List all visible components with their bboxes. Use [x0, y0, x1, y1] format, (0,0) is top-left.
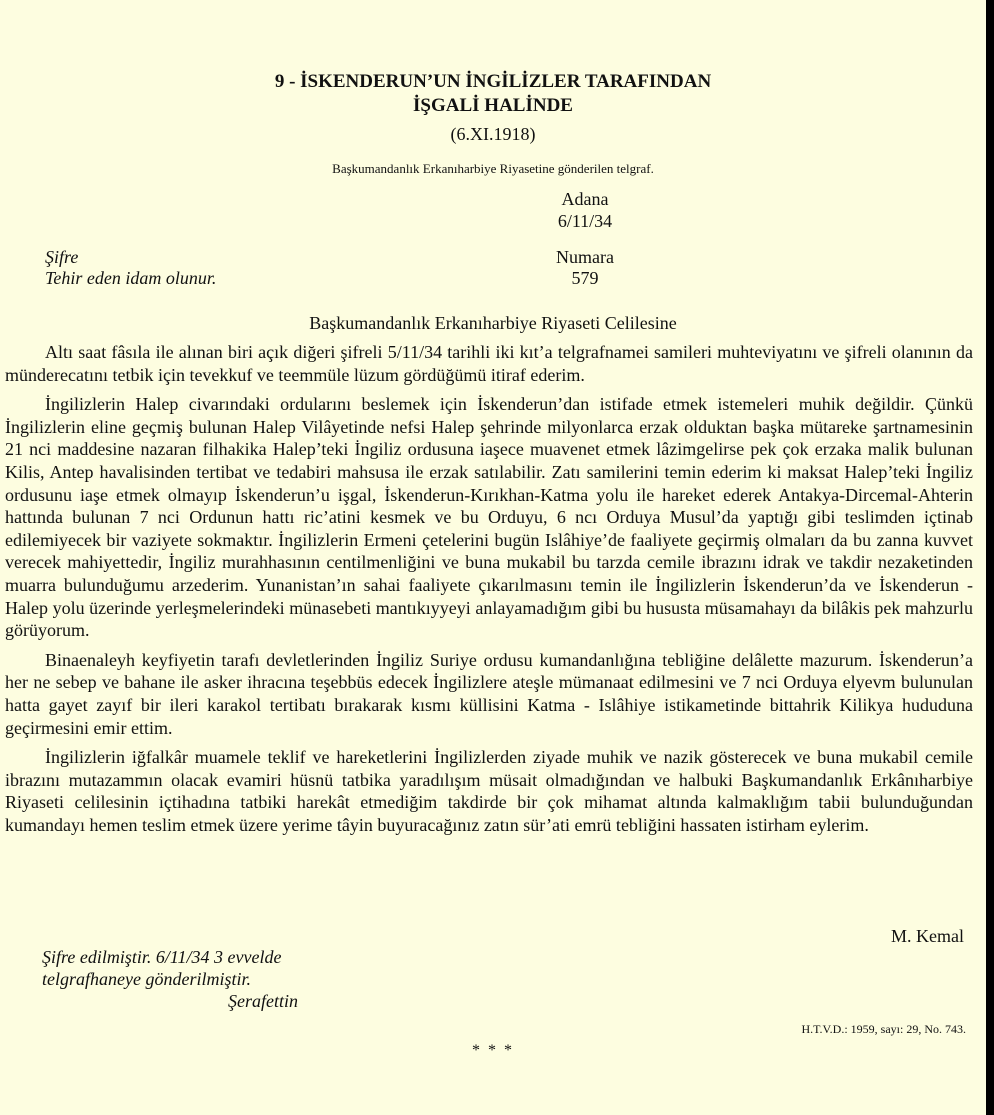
- number-label: Numara: [556, 247, 614, 267]
- origin-place: Adana: [561, 189, 609, 209]
- document-date: (6.XI.1918): [450, 124, 536, 144]
- origin-date: 6/11/34: [557, 211, 613, 231]
- paragraph-4: İngilizlerin iğfalkâr muamele teklif ve hareketlerini İngilizlerden ziyade muhik ve nazik gösterecek ve buna mukabil cemile ibrazını mutazammın olacak evamiri hüsnü tatbika yaradılışım müsait olmadığından ve halbuki Başkumandanlık Erkânıharbiye Riyaseti celilesinin içtihadına tatbiki harekât etmediğim takdirde bir çok mihamat altında kalmaklığım tabii bulunduğundan kumandayı hemen teslim etmek üzere yerime tâyin buyuracağınız zatın sür’ati emrü tebliğini hassaten istirham eylerim.: [5, 747, 973, 835]
- cipher-block: [45, 247, 216, 289]
- paragraph-1: Altı saat fâsıla ile alınan biri açık diğeri şifreli 5/11/34 tarihli iki kıt’a telgrafnamei samileri muhteviyatını ve şifreli olanının da münderecatını tetbik için tevekkuf ve teemmüle lüzum gördüğümü itiraf ederim.: [5, 342, 973, 385]
- title-line-1: 9 - İSKENDERUN’UN İNGİLİZLER TARAFINDAN: [274, 71, 712, 92]
- cipher-footnote: [42, 946, 298, 1012]
- footnote-line-1: Şifre edilmiştir. 6/11/34 3 evvelde: [42, 947, 282, 967]
- title-line-2: İŞGALİ HALİNDE: [413, 95, 573, 116]
- footnote-name: Şerafettin: [228, 991, 298, 1011]
- cipher-label: Şifre: [45, 247, 79, 267]
- telegram-number: [520, 247, 650, 289]
- paragraph-2: İngilizlerin Halep civarındaki ordularını beslemek için İskenderun’dan istifade etmek istemeleri muhik değildir. Çünkü İngilizlerin eline geçmiş bulunan Halep Vilâyetinde nefsi Halep şehrinde milyonlarca erzak olduktan başka mütareke şartnamesinin 21 nci maddesine nazaran filhakika Halep’teki İngiliz ordusuna iaşece muavenet etmek lâzimgelirse pek çok erzaka malik bulunan Kilis, Antep havalisinden tertibat ve tedabiri mahsusa ile erzak satılabilir. Zatı samilerini temin ederim ki maksat Halep’teki İngiliz ordusunu iaşe etmek olmayıp İskenderun’u işgal, İskenderun-Kırıkhan-Katma yolu ile hareket ederek Antakya-Dircemal-Ahterin hattında bulunan 7 nci Ordunun hattı ric’atini kesmek ve bu Orduyu, 6 ncı Orduya Musul’da yaptığı gibi teslimden içtinab edilemiyecek bir vaziyete sokmaktır. İngilizlerin Ermeni çetelerini bugün Islâhiye’de faaliyete geçirmiş olmaları da bu zanna kuvvet verecek mahiyettedir, İngiliz murahhasının centilmenliğini ve buna mukabil bu tarzda cemile ibrazını idrak ve takdir nezaketinden muarra bulunduğumu arzederim. Yunanistan’ın sahai faaliyete çıkarılmasını temin ile İngilizlerin İskenderun’da ve İskenderun - Halep yolu üzerinde yerleşmelerindeki münasebeti mantıkıyyeyi anlayamadığım gibi bu hususta müsamahayı da bilâkis pek mahzurlu görüyorum.: [5, 394, 973, 641]
- footnote-line-2: telgrafhaneye gönderilmiştir.: [42, 969, 251, 989]
- signature: M. Kemal: [891, 926, 964, 946]
- salutation: Başkumandanlık Erkanıharbiye Riyaseti Celilesine: [309, 313, 677, 333]
- paragraph-3: Binaenaleyh keyfiyetin tarafı devletlerinden İngiliz Suriye ordusu kumandanlığına tebliğine delâlette mazurum. İskenderun’a her ne sebep ve bahane ile asker ihracına teşebbüs edecek İngilizlere ateşle mümanaat edilmesini ve 7 nci Orduya elyevm bulunulan hatta gayet zayıf bir ileri karakol tertibatı bırakarak kısmı küllisini Katma - Islâhiye istikametinde bittahrik Kilikya hududuna geçirmesini emir ettim.: [5, 649, 973, 738]
- right-border: [986, 0, 994, 1115]
- source-reference: H.T.V.D.: 1959, sayı: 29, No. 743.: [801, 1022, 966, 1036]
- document-title: [0, 70, 986, 118]
- telegram-origin: [520, 188, 650, 232]
- section-separator: * * *: [472, 1042, 514, 1059]
- cipher-note: Tehir eden idam olunur.: [45, 268, 217, 288]
- number-value: 579: [571, 268, 599, 288]
- document-subtitle: Başkumandanlık Erkanıharbiye Riyasetine gönderilen telgraf.: [332, 161, 654, 176]
- telegram-body: [5, 341, 973, 843]
